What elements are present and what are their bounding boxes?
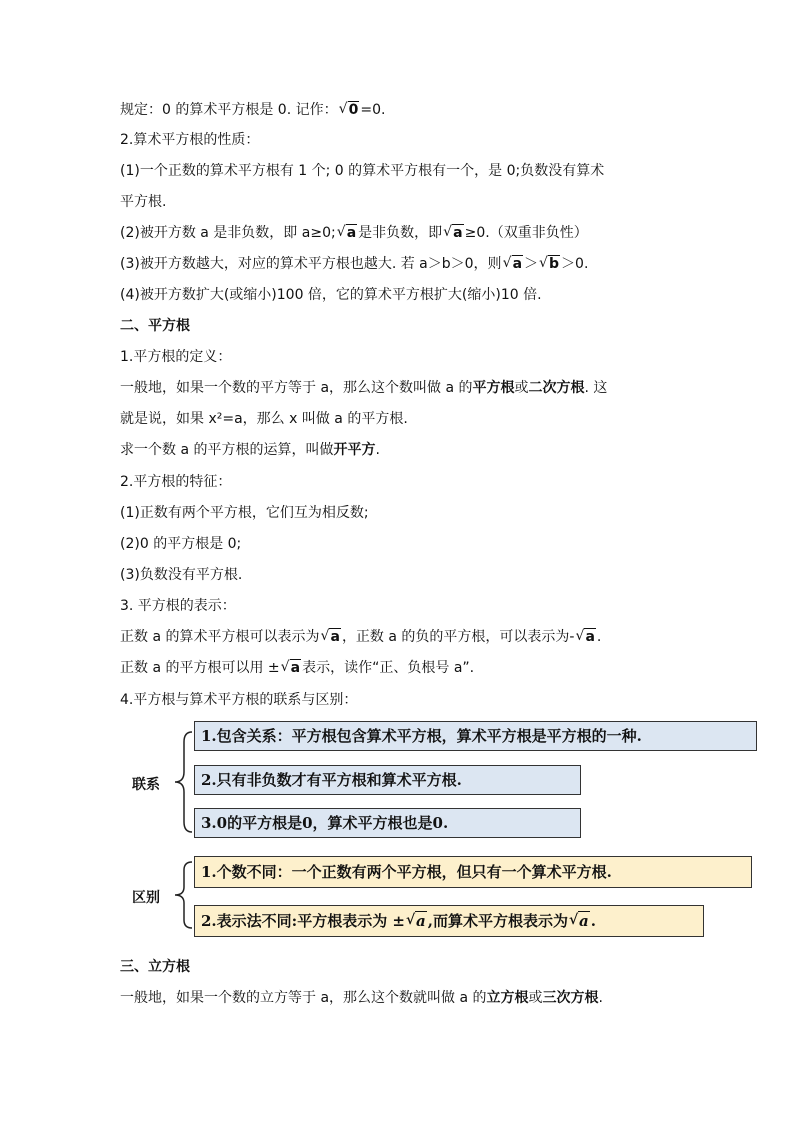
radical-sign: √ a	[569, 906, 590, 936]
radical-sign: √ a	[575, 627, 595, 647]
difference-item-1: 1.个数不同：一个正数有两个平方根，但只有一个算术平方根.	[194, 856, 752, 888]
connection-item-2: 2.只有非负数才有平方根和算术平方根.	[194, 765, 581, 795]
radical-sign: √ a	[443, 223, 463, 243]
radical-sign: √ a	[320, 627, 340, 647]
connection-item-3: 3.0的平方根是0，算术平方根也是0.	[194, 808, 581, 838]
property-4: (4)被开方数扩大(或缩小)100 倍，它的算术平方根扩大(缩小)10 倍.	[120, 287, 542, 303]
radical-sign: √ a	[503, 254, 523, 274]
rule-zero-sqrt: 规定：0 的算术平方根是 0. 记作：√ 0 =0.	[120, 100, 385, 120]
property-3: (3)被开方数越大，对应的算术平方根也越大. 若 a＞b＞0，则√ a ＞√ b ＞0.	[120, 254, 588, 274]
property-1: (1)一个正数的算术平方根有 1 个; 0 的算术平方根有一个，是 0;负数没有算术	[120, 163, 605, 179]
definition-text: 一般地，如果一个数的平方等于 a，那么这个数叫做 a 的平方根或二次方根. 这	[120, 380, 608, 396]
radical-sign: √ b	[539, 254, 560, 274]
radical-sign: √ a	[406, 906, 427, 936]
feature-2: (2)0 的平方根是 0;	[120, 536, 242, 552]
heading-relationship: 4.平方根与算术平方根的联系与区别：	[120, 692, 358, 708]
definition-operation: 求一个数 a 的平方根的运算，叫做开平方.	[120, 442, 380, 458]
heading-notation: 3. 平方根的表示：	[120, 598, 236, 614]
property-2: (2)被开方数 a 是非负数，即 a≥0;√ a 是非负数，即√ a ≥0.（双重非负性）	[120, 223, 588, 243]
connection-item-1: 1.包含关系：平方根包含算术平方根，算术平方根是平方根的一种.	[194, 721, 757, 751]
cube-root-definition: 一般地，如果一个数的立方等于 a，那么这个数就叫做 a 的立方根或三次方根.	[120, 990, 603, 1006]
feature-3: (3)负数没有平方根.	[120, 567, 243, 583]
brace-difference-icon	[172, 860, 194, 930]
notation-1: 正数 a 的算术平方根可以表示为√ a ，正数 a 的负的平方根，可以表示为-√ a .	[120, 627, 601, 647]
radical-sign: √ a	[337, 223, 357, 243]
group-label-connection: 联系	[132, 777, 160, 793]
section-heading-cube-root: 三、立方根	[120, 959, 190, 975]
notation-2: 正数 a 的平方根可以用 ±√ a 表示，读作“正、负根号 a”.	[120, 658, 474, 678]
heading-features: 2.平方根的特征：	[120, 474, 232, 490]
brace-connection-icon	[172, 730, 194, 834]
heading-definition: 1.平方根的定义：	[120, 349, 232, 365]
property-1-cont: 平方根.	[120, 194, 167, 210]
group-label-difference: 区别	[132, 890, 160, 906]
radical-sign: √ 0	[339, 100, 360, 120]
heading-properties: 2.算术平方根的性质：	[120, 132, 260, 148]
radical-sign: √ a	[281, 658, 301, 678]
section-heading-square-root: 二、平方根	[120, 318, 190, 334]
definition-text-cont: 就是说，如果 x²=a，那么 x 叫做 a 的平方根.	[120, 411, 408, 427]
difference-item-2: 2.表示法不同:平方根表示为 ±√ a ,而算术平方根表示为√ a .	[194, 905, 704, 937]
feature-1: (1)正数有两个平方根，它们互为相反数;	[120, 505, 369, 521]
